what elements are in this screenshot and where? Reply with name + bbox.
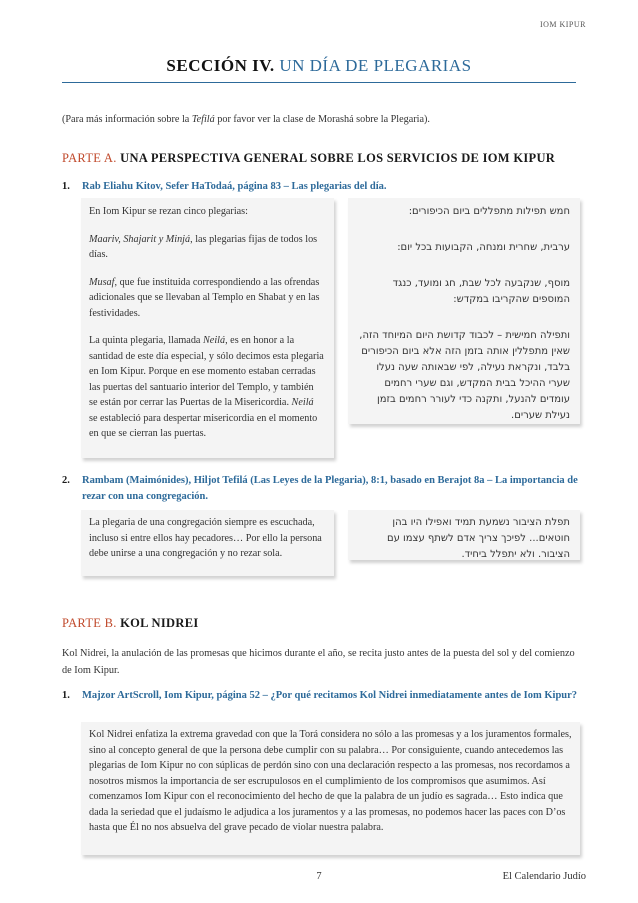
part-a-title: UNA PERSPECTIVA GENERAL SOBRE LOS SERVICIOS DE IOM KIPUR xyxy=(120,151,556,165)
source-heading-a2: 2. Rambam (Maimónides), Hiljot Tefilá (Las Leyes de la Plegaria), 8:1, basado en Berajot 8a – La importancia de rezar con una congregación. xyxy=(62,475,578,502)
source-heading-b1: 1. Majzor ArtScroll, Iom Kipur, página 52 – ¿Por qué recitamos Kol Nidrei inmediatamente antes de Iom Kipur? xyxy=(62,690,578,701)
spanish-text-box-a2: La plegaria de una congregación siempre es escuchada, incluso si entre ellos hay pecadores… Por ello la persona debe unirse a una congregación y no rezar sola. xyxy=(81,510,334,576)
part-b-heading xyxy=(62,616,199,631)
hebrew-text-box-a2: תפלת הציבור נשמעת תמיד ואפילו היו בהן חוטאים... לפיכך צריך אדם לשתף עצמו עם הציבור. ולא יתפלל ביחיד. xyxy=(348,510,580,560)
part-b-title: KOL NIDREI xyxy=(120,616,199,630)
section-number: SECCIÓN IV. xyxy=(166,56,275,75)
part-b-intro: Kol Nidrei, la anulación de las promesas que hicimos durante el año, se recita justo antes de la puesta del sol y del comienzo de Iom Kipur. xyxy=(62,648,575,676)
part-a-heading xyxy=(62,151,555,166)
footer-title: El Calendario Judío xyxy=(502,871,586,882)
hebrew-text-box-a1: חמש תפילות מתפללים ביום הכיפורים: ערבית, שחרית ומנחה, הקבועות בכל יום: מוסף, שנקבעה לכל שבת, חג ומועד, כנגד המוספים שהקריבו במקדש: ותפילה חמישית – לכבוד קדושת היום המיוחד הזה, שאין מתפללין אותה בזמן הזה אלא ביום הכיפורים בלבד, ונקראת נעילה, לפי שבאותה שעה נעלו שערי ההיכל בבית המקדש, וגם שערי רחמים עומדים להנעל, ותקנה כדי לעורר רחמים בזמן נעילת שערים. xyxy=(348,198,580,424)
page-number: 7 xyxy=(316,871,322,882)
running-header: IOM KIPUR xyxy=(539,20,586,29)
section-title xyxy=(0,56,638,76)
part-b-label: PARTE B. xyxy=(62,616,117,630)
kol-nidrei-text-box: Kol Nidrei enfatiza la extrema gravedad con que la Torá considera no sólo a las promesas y a los juramentos formales, sino al concepto general de que la persona debe cumplir con su palabra… Por consiguiente, cuando antecedemos las plegarias de Iom Kipur no con súplicas de perdón sino con una declaración respecto a las promesas, nos recordamos a nosotros mismos la importancia de ser escrupulosos en el cumplimiento de los compromisos que asumimos. Así comenzamos Iom Kipur con el reconocimiento del hecho de que la palabra de un judío es sagrada… Esto indica que dada la seriedad que el judaísmo le adjudica a los juramentos y a las promesas, no podemos hacer las paces con D’os hasta que Él no nos absuelva del grave pecado de violar nuestra palabra. xyxy=(81,722,580,855)
section-name: UN DÍA DE PLEGARIAS xyxy=(279,56,472,75)
spanish-text-box-a1: En Iom Kipur se rezan cinco plegarias: Maariv, Shajarit y Minjá, las plegarias fijas de todos los días. Musaf, que fue instituida correspondiendo a las ofrendas adicionales que se llevaban al Templo en Shabat y en las festividades. La quinta plegaria, llamada Neilá, es en honor a la santidad de este día especial, y sólo decimos esta plegaria en Iom Kipur. Porque en ese momento estaban cerradas las puertas del santuario interior del Templo, y también se están por cerrar las Puertas de la Misericordia. Neilá se estableció para despertar misericordia en el momento en que se cierran las puertas. xyxy=(81,198,334,458)
part-a-label: PARTE A. xyxy=(62,151,117,165)
title-rule xyxy=(62,82,576,83)
reference-note: (Para más información sobre la Tefilá por favor ver la clase de Morashá sobre la Plegaria). xyxy=(62,114,430,125)
source-heading-a1: 1. Rab Eliahu Kitov, Sefer HaTodaá, página 83 – Las plegarias del día. xyxy=(62,181,387,192)
